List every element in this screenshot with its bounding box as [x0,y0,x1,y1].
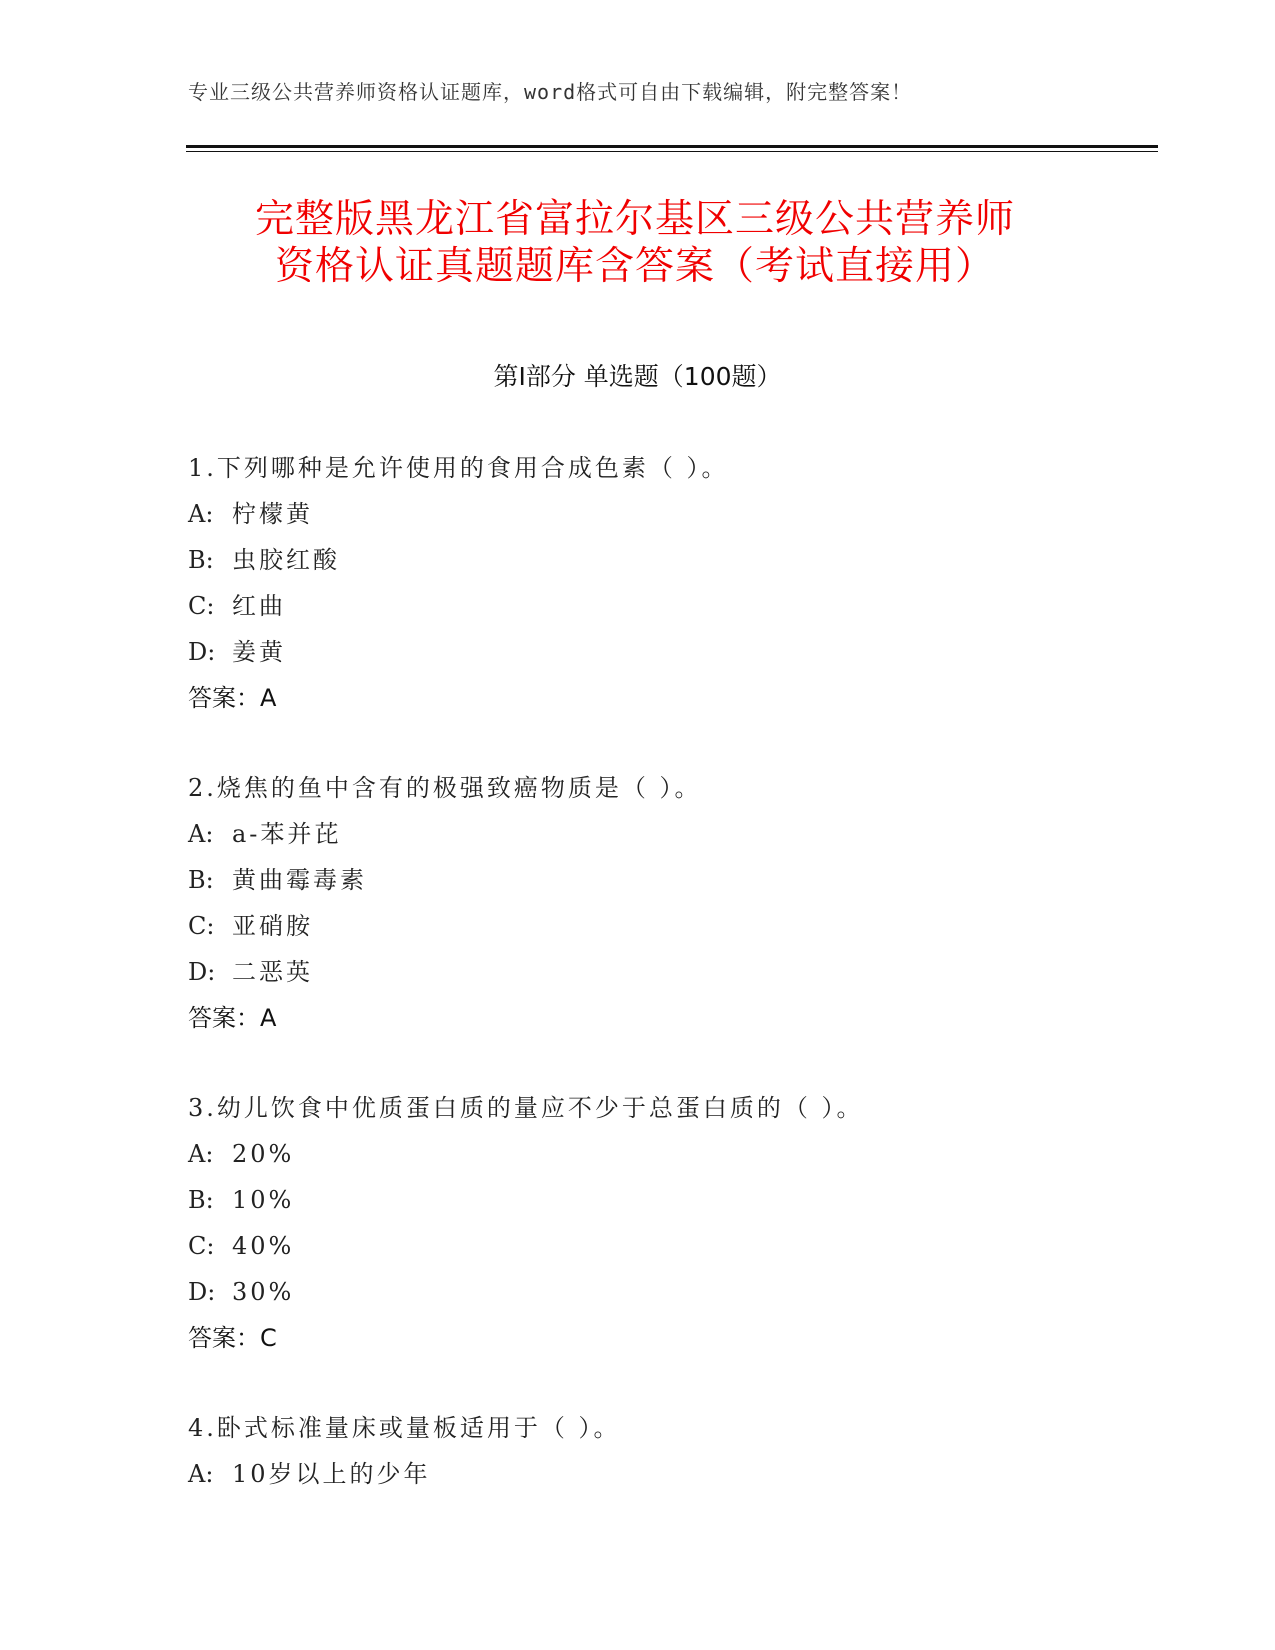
option-text: 10岁以上的少年 [232,1460,431,1488]
option-key: A: [188,500,214,528]
question-3 [188,1085,1148,1361]
answer-line: 答案：C [188,1324,277,1352]
option-c [188,903,1148,949]
option-text: 黄曲霉毒素 [232,866,367,894]
question-stem: 1.下列哪种是允许使用的食用合成色素（ ）。 [188,454,729,482]
option-text: 二恶英 [232,958,313,986]
option-key: C: [188,1232,215,1260]
option-text: 姜黄 [232,638,286,666]
option-key: A: [188,1140,214,1168]
header-rule-thin [186,151,1158,152]
option-d [188,949,1148,995]
option-key: D: [188,638,216,666]
section-heading: 第Ⅰ部分 单选题（100题） [493,362,782,391]
option-key: C: [188,912,215,940]
option-a [188,1131,1148,1177]
option-d [188,1269,1148,1315]
document-title-line2: 资格认证真题题库含答案（考试直接用） [274,244,995,289]
option-text: 30% [232,1278,295,1306]
option-a [188,491,1148,537]
page-header: 专业三级公共营养师资格认证题库，word格式可自由下载编辑，附完整答案！ [188,80,913,104]
option-key: D: [188,1278,216,1306]
question-stem: 2.烧焦的鱼中含有的极强致癌物质是（ ）。 [188,774,702,802]
option-text: 红曲 [232,592,286,620]
option-b [188,1177,1148,1223]
option-text: 10% [232,1186,295,1214]
document-title-line1: 完整版黑龙江省富拉尔基区三级公共营养师 [254,197,1015,242]
option-key: B: [188,866,214,894]
option-text: 40% [232,1232,295,1260]
option-key: A: [188,820,214,848]
option-text: 20% [232,1140,295,1168]
option-b [188,857,1148,903]
option-text: 亚硝胺 [232,912,313,940]
option-key: C: [188,592,215,620]
option-text: a-苯并芘 [232,820,342,848]
option-b [188,537,1148,583]
option-text: 虫胶红酸 [232,546,340,574]
question-list [188,445,1148,1497]
option-text: 柠檬黄 [232,500,313,528]
question-4 [188,1405,1148,1497]
answer-line: 答案：A [188,1004,277,1032]
option-key: B: [188,546,214,574]
header-rule-thick [186,145,1158,148]
option-c [188,1223,1148,1269]
document-title [150,196,1120,290]
option-a [188,811,1148,857]
question-2 [188,765,1148,1041]
question-1 [188,445,1148,721]
option-key: D: [188,958,216,986]
option-c [188,583,1148,629]
answer-line: 答案：A [188,684,277,712]
option-key: B: [188,1186,214,1214]
question-stem: 3.幼儿饮食中优质蛋白质的量应不少于总蛋白质的（ ）。 [188,1094,864,1122]
question-stem: 4.卧式标准量床或量板适用于（ ）。 [188,1414,621,1442]
option-a [188,1451,1148,1497]
option-key: A: [188,1460,214,1488]
option-d [188,629,1148,675]
